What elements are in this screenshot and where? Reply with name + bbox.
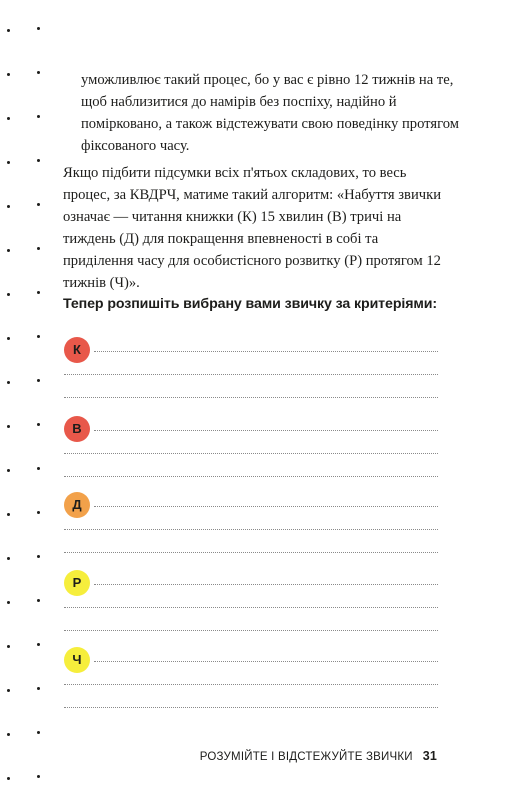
answer-line[interactable] [64,552,438,553]
answer-line[interactable] [64,397,438,398]
page-number: 31 [422,749,437,763]
criterion-ch-badge: Ч [64,647,90,673]
answer-line[interactable] [64,684,438,685]
page-footer [0,749,437,763]
answer-line[interactable] [64,607,438,608]
answer-line[interactable] [64,453,438,454]
running-section-title: РОЗУМІЙТЕ І ВІДСТЕЖУЙТЕ ЗВИЧКИ [199,751,413,763]
criterion-r-badge: Р [64,570,90,596]
answer-line[interactable] [64,374,438,375]
criterion-d-badge: Д [64,492,90,518]
summary-paragraph: Якщо підбити підсумки всіх п'ятьох складових, то весь процес, за КВДРЧ, матиме такий алгоритм: «Набуття звички означає — читання книжки (К) 15 хвилин (В) тричі на тиждень (Д) для покращення впевненості в собі та приділення часу для особистісного розвитку (Р) протягом 12 тижнів (Ч)». [63,165,441,291]
answer-line[interactable] [64,476,438,477]
answer-line[interactable] [94,584,438,585]
answer-line[interactable] [94,430,438,431]
answer-line[interactable] [64,630,438,631]
paragraph-continuation: уможливлює такий процес, бо у вас є рівно 12 тижнів на те, щоб наблизитися до намірів без поспіху, надійно й поміркованo, а також відстежувати свою поведінку протягом фіксованого часу. [81,72,459,154]
answer-line[interactable] [94,351,438,352]
answer-line[interactable] [64,529,438,530]
answer-line[interactable] [94,661,438,662]
criterion-k-badge: К [64,337,90,363]
answer-line[interactable] [64,707,438,708]
criterion-v-badge: В [64,416,90,442]
answer-line[interactable] [94,506,438,507]
exercise-heading: Тепер розпишіть вибрану вами звичку за критеріями: [63,296,438,312]
margin-dot-column [0,0,50,800]
